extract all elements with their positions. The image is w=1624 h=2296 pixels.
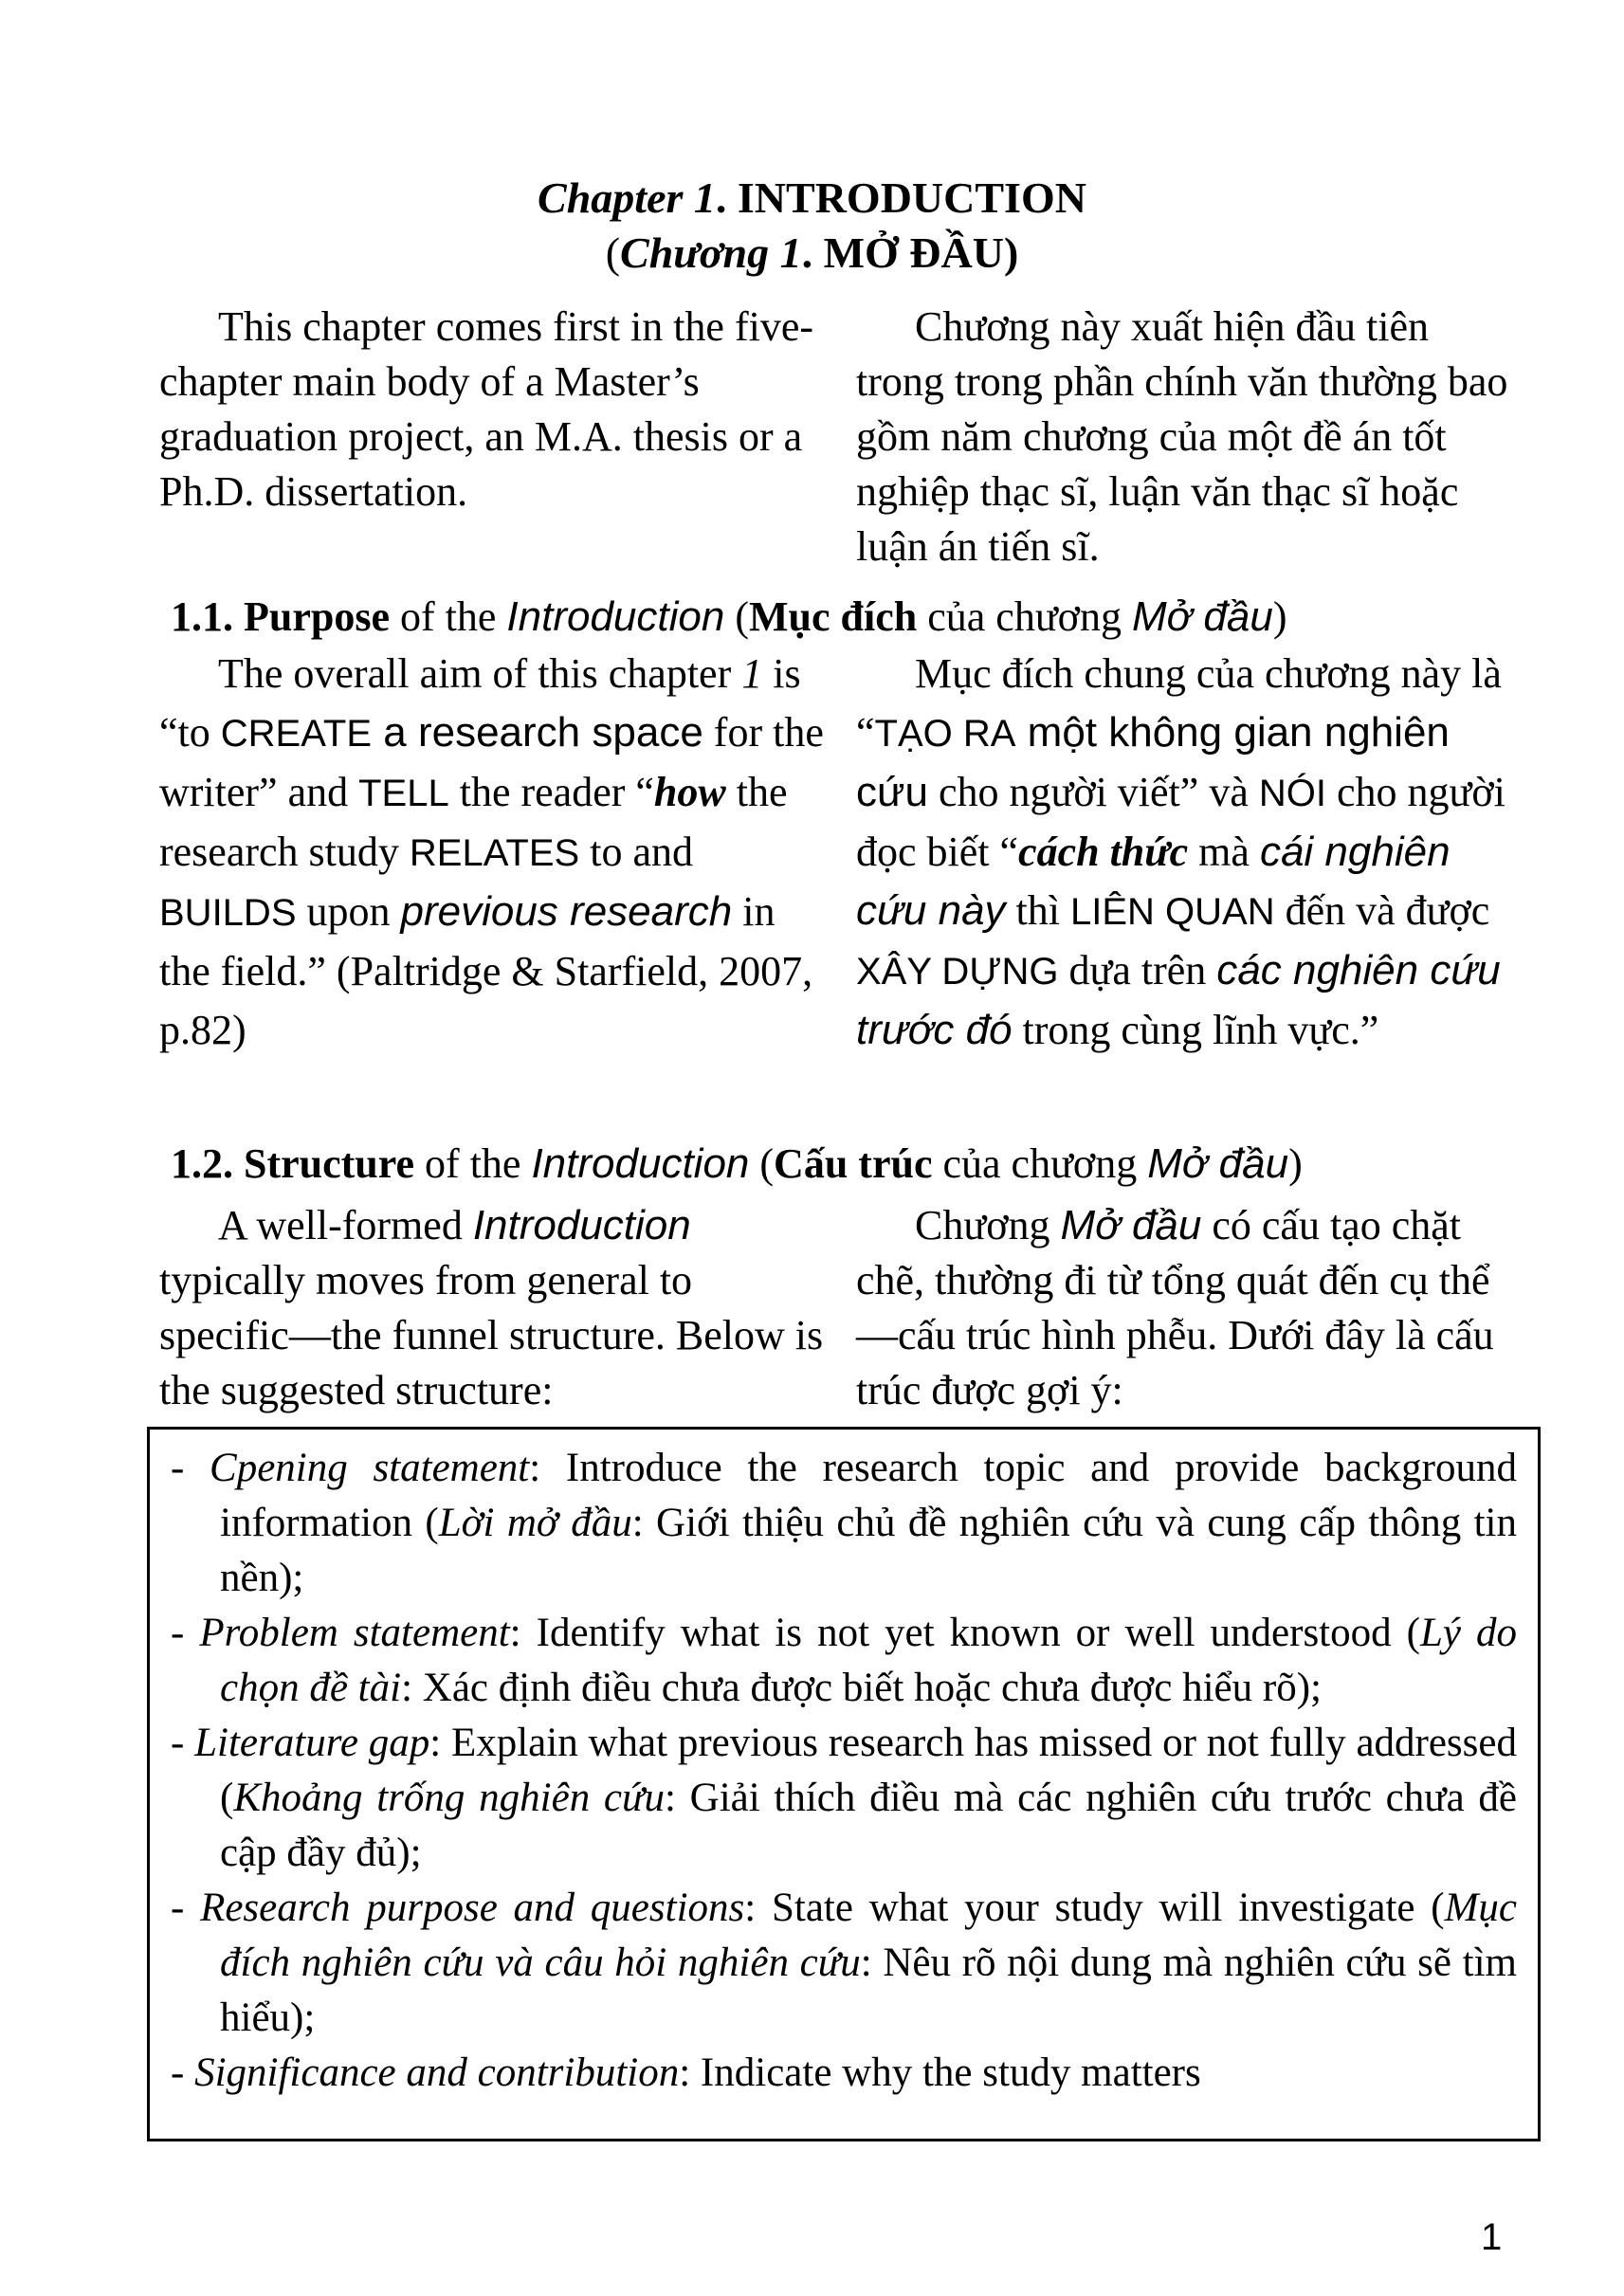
text-run: Lời mở đầu	[438, 1501, 632, 1545]
text-run: RELATES	[409, 832, 580, 874]
text-run: TẠO RA	[874, 713, 1016, 755]
chapter-name-vi: . MỞ ĐẦU)	[801, 228, 1019, 277]
text-run: Lý do chọn đề tài	[220, 1611, 1517, 1710]
text-run: Mở đầu	[1060, 1202, 1202, 1248]
page-number: 1	[1481, 2216, 1503, 2258]
text-run: : State what your study will investigate (	[744, 1886, 1445, 1930]
structure-box	[147, 1427, 1541, 2141]
section-italic: Introduction	[506, 593, 725, 640]
list-item	[171, 1881, 1517, 2046]
intro-en	[159, 300, 828, 519]
purpose-en	[159, 645, 828, 1060]
text-run: -	[171, 1721, 195, 1765]
text-run: Literature gap	[194, 1721, 430, 1765]
text-run: Significance and contribution	[194, 2050, 680, 2095]
structure-vi	[856, 1198, 1520, 1418]
structure-en-text	[159, 1198, 828, 1418]
intro-en-text: This chapter comes first in the five-chapter main body of a Master’s graduation project, an M.A. thesis or a Ph.D. dissertation.	[159, 303, 814, 515]
text-run: : Indicate why the study matters	[679, 2050, 1201, 2095]
chapter-label: Chapter 1	[538, 173, 716, 222]
text-run: BUILDS	[159, 892, 297, 934]
text-run: Chương	[915, 1202, 1061, 1248]
text-run: to and	[579, 829, 693, 875]
text-run: thì	[1005, 887, 1070, 934]
intro-vi	[856, 300, 1510, 574]
text-run: : Nêu rõ nội dung mà nghiên cứu sẽ tìm hiểu);	[220, 1941, 1518, 2040]
text-run: cho người đọc biết “	[856, 769, 1505, 875]
text-run: 1	[741, 650, 763, 697]
text-run: trong cùng lĩnh vực.”	[1012, 1007, 1379, 1053]
text-run: Research purpose and questions	[200, 1886, 745, 1930]
section-connector: of the	[390, 593, 507, 640]
section-connector-vi: của chương	[917, 593, 1132, 640]
text-run: : Explain what previous research has missed or not fully addressed (	[220, 1721, 1517, 1820]
section-italic: Introduction	[531, 1140, 750, 1187]
text-run: : Introduce the research topic and provide background information (	[220, 1446, 1518, 1545]
chapter-name: . INTRODUCTION	[715, 173, 1086, 222]
text-run: dựa trên	[1058, 947, 1217, 993]
title-paren: (	[605, 228, 621, 277]
chapter-label-vi: Chương 1	[620, 228, 802, 277]
text-run: upon	[296, 888, 401, 935]
text-run: : Xác định điều chưa được biết hoặc chưa được hiểu rõ);	[401, 1666, 1322, 1710]
section-paren-close: )	[1288, 1140, 1303, 1187]
section-title: Purpose	[244, 593, 390, 640]
text-run: Mục đích nghiên cứu và câu hỏi nghiên cứu	[220, 1886, 1517, 1985]
intro-vi-text: Chương này xuất hiện đầu tiên trong trong phần chính văn thường bao gồm năm chương của một đề án tốt nghiệp thạc sĩ, luận văn thạc sĩ hoặc luận án tiến sĩ.	[856, 303, 1508, 570]
list-item	[171, 1441, 1517, 1606]
text-run: Cpening statement	[210, 1446, 530, 1490]
text-run: the research study	[159, 769, 788, 875]
list-item	[171, 1716, 1517, 1881]
text-run: cái nghiên cứu này	[856, 829, 1451, 934]
structure-vi-text	[856, 1198, 1520, 1418]
text-run: NÓI	[1258, 773, 1326, 814]
section-paren-close: )	[1272, 593, 1287, 640]
text-run: previous research	[400, 888, 733, 935]
section-italic-vi: Mở đầu	[1147, 1140, 1289, 1187]
text-run: The overall aim of this chapter	[218, 650, 742, 697]
text-run: for the writer” and	[159, 709, 824, 815]
text-run: LIÊN QUAN	[1069, 891, 1275, 933]
section-title-vi: Mục đích	[749, 593, 918, 640]
text-run: -	[171, 1611, 200, 1655]
section-title-vi: Cấu trúc	[774, 1140, 933, 1187]
text-run: typically moves from general to specific—the funnel structure. Below is the suggested structure:	[159, 1257, 824, 1413]
text-run: the reader “	[448, 769, 654, 815]
text-run: CREATE	[220, 713, 373, 755]
structure-list	[150, 1430, 1538, 2101]
section-connector: of the	[414, 1140, 532, 1187]
text-run: Introduction	[472, 1202, 691, 1248]
list-item	[171, 2046, 1517, 2101]
section-connector-vi: của chương	[932, 1140, 1148, 1187]
text-run: Khoảng trống nghiên cứu	[233, 1776, 665, 1820]
section-number: 1.1.	[171, 593, 244, 640]
text-run: : Giới thiệu chủ đề nghiên cứu và cung cấp thông tin nền);	[220, 1501, 1517, 1600]
text-run: : Identify what is not yet known or well understood (	[509, 1611, 1420, 1655]
purpose-en-text	[159, 645, 828, 1060]
text-run: -	[171, 1446, 210, 1490]
text-run: Problem statement	[199, 1611, 510, 1655]
text-run: XÂY DỰNG	[856, 951, 1059, 993]
text-run: các nghiên cứu trước đó	[856, 947, 1501, 1053]
title-en	[0, 171, 1624, 226]
purpose-vi-text	[856, 645, 1520, 1060]
section-heading-1-1	[171, 590, 1286, 645]
text-run: một không gian nghiên cứu	[856, 709, 1450, 815]
text-run: a research space	[372, 709, 703, 756]
text-run: -	[171, 1886, 201, 1930]
purpose-vi	[856, 645, 1520, 1060]
text-run: is “to	[159, 650, 801, 756]
text-run: đến và được	[1274, 887, 1490, 934]
section-paren: (	[749, 1140, 775, 1187]
text-run: có cấu tạo chặt chẽ, thường đi từ tổng quát đến cụ thể—cấu trúc hình phễu. Dưới đây là cấu trúc được gợi ý:	[856, 1202, 1494, 1413]
text-run: mà	[1188, 829, 1260, 875]
section-title: Structure	[244, 1140, 415, 1187]
list-item	[171, 1606, 1517, 1716]
section-number: 1.2.	[171, 1140, 244, 1187]
title-vi	[0, 226, 1624, 281]
text-run: cách thức	[1018, 829, 1189, 875]
text-run: : Giải thích điều mà các nghiên cứu trước chưa đề cập đầy đủ);	[220, 1776, 1517, 1875]
section-heading-1-2	[171, 1137, 1303, 1192]
text-run: how	[653, 769, 726, 815]
text-run: -	[171, 2050, 195, 2095]
section-italic-vi: Mở đầu	[1131, 593, 1273, 640]
text-run: in the field.” (Paltridge & Starfield, 2007, p.82)	[159, 888, 813, 1053]
section-paren: (	[724, 593, 749, 640]
text-run: cho người viết” và	[927, 769, 1259, 815]
text-run: A well-formed	[218, 1202, 473, 1248]
chapter-title	[0, 171, 1624, 281]
text-run: TELL	[358, 773, 449, 814]
text-run: Mục đích chung của chương này là “	[856, 650, 1502, 756]
structure-en	[159, 1198, 828, 1418]
